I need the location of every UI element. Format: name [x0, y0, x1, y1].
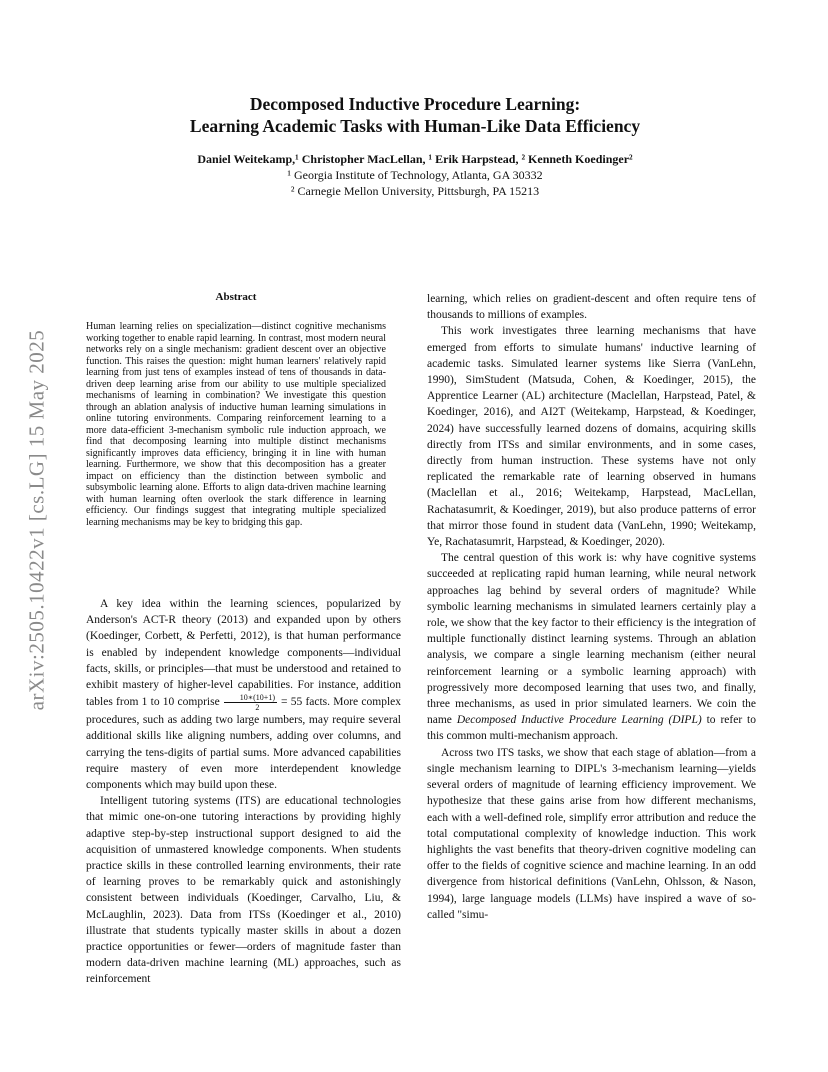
abstract-heading: Abstract [215, 291, 257, 303]
arxiv-identifier [22, 280, 52, 760]
paragraph-its: Intelligent tutoring systems (ITS) are educational technologies that mimic one-on-one tutoring interactions by providing highly adaptive step-by-step instructional support designed to aid the acquisition of unmastered knowledge components. When students practice skills in these controlled learning environments, their rate of learning proves to be remarkably quick and astonishingly consistent between individuals (Koedinger, Carvalho, Liu, & McLaughlin, 2023). Data from ITSs (Koedinger et al., 2010) illustrate that students typically master skills in about a dozen practice opportunities or fewer—orders of magnitude faster than modern data-driven machine learning (ML) approaches, such as reinforcement [86, 795, 401, 986]
affiliation-1: ¹ Georgia Institute of Technology, Atlanta, GA 30332 [287, 168, 543, 182]
paper-title [90, 93, 740, 137]
paragraph-mechanisms: This work investigates three learning mechanisms that have emerged from efforts to simulate humans' inductive learning of academic tasks. Simulated learner systems like Sierra (VanLehn, 1990), SimStudent (Matsuda, Cohen, & Koedinger, 2015), the Apprentice Learner (AL) architecture (Maclellan, Harpstead, Patel, & Koedinger, 2016), and AI2T (Weitekamp, Harpstead, & Koedinger, 2024) have successfully learned dozens of domains, acquiring skills directly from ITSs and similar environments, and in some cases, directly from human instruction. These systems have not only replicated the remarkable rate of learning observed in humans (Maclellan et al., 2016; Weitekamp, Harpstead, MacLellan, Rachatasumrit, & Koedinger, 2019), but also produce patterns of error that mirror those found in student data (VanLehn, 1990; Weitekamp, Ye, Rachatasumrit, Harpstead, & Koedinger, 2020). [427, 325, 756, 549]
central-question-part-b: to refer to this common multi-mechanism approach. [427, 714, 756, 743]
paragraph-its-tasks: Across two ITS tasks, we show that each stage of ablation—from a single mechanism learning to DIPL's 3-mechanism learning—yields several orders of magnitude of learning efficiency improvement. We hypothesize that these gains arise from how different mechanisms, each with a well-defined role, simplify error attribution and reduce the total computational complexity of knowledge induction. This work highlights the vast benefits that theory-driven cognitive modeling can offer to the fields of cognitive science and machine learning. In an odd divergence from historical definitions (VanLehn, Ohlsson, & Nason, 1994), large language models (LLMs) have inspired a wave of so-called "simu- [427, 746, 756, 921]
dipl-term: Decomposed Inductive Procedure Learning (DIPL) [456, 714, 702, 727]
author-names: Daniel Weitekamp,¹ Christopher MacLellan, ¹ Erik Harpstead, ² Kenneth Koedinger² [197, 152, 633, 166]
affiliation-2: ² Carnegie Mellon University, Pittsburgh, PA 15213 [290, 184, 540, 198]
title-line-1: Decomposed Inductive Procedure Learning: [249, 94, 581, 114]
paragraph-central-question [427, 550, 756, 744]
central-question-part-a: The central question of this work is: why have cognitive systems succeeded at replicating rapid human learning, while neural network approaches lag behind by several orders of magnitude? While symbolic learning mechanisms in simulated learners certainly play a role, we show that the key factor to their efficiency is the integration of multiple functionally distinct learning systems. Through an ablation analysis, we compare a single learning mechanism (either neural reinforcement learning or a symbolic learning approach) with progressively more decomposed learning that uses two, and finally, three mechanisms, as used in prior simulated learners. We coin the name [427, 552, 756, 727]
fraction-denominator: 2 [255, 703, 260, 713]
paragraph-continuation: learning, which relies on gradient-descent and often require tens of thousands to millions of examples. [427, 293, 756, 322]
left-column-body [86, 596, 401, 988]
fraction-numerator: 10∗(10+1) [224, 693, 277, 703]
right-column-body [427, 291, 756, 923]
equation-fraction [224, 693, 277, 712]
arxiv-identifier-text: arXiv:2505.10422v1 [cs.LG] 15 May 2025 [24, 329, 49, 711]
author-block [90, 151, 740, 199]
title-line-2: Learning Academic Tasks with Human-Like Data Efficiency [189, 116, 641, 136]
abstract-text: Human learning relies on specialization—distinct cognitive mechanisms working together to enable rapid learning. In contrast, most modern neural networks rely on a single mechanism: gradient descent over an objective function. This raises the question: might human learners' relatively rapid learning from just tens of examples instead of tens of thousands in data-driven deep learning arise from our ability to use multiple specialized mechanisms of learning in combination? We investigate this question through an ablation analysis of inductive human learning simulations in online tutoring environments. Comparing reinforcement learning to a more data-efficient 3-mechanism symbolic rule induction approach, we find that decomposing learning into multiple distinct mechanisms significantly improves data efficiency, bringing it in line with human learning. Furthermore, we show that this decomposition has a greater impact on efficiency than the distinction between symbolic and subsymbolic learning alone. Efforts to align data-driven machine learning with human learning often overlook the stark difference in learning efficiency. Our findings suggest that integrating multiple specialized learning mechanisms may be key to bridging this gap. [86, 321, 386, 528]
paragraph-intro-part-b: = 55 facts. More complex procedures, such as adding two large numbers, may require several additional skills like aligning numbers, adding over columns, and carrying the tens-digits of partial sums. More advanced capabilities require mastery of even more interdependent knowledge components which may build upon these. [86, 696, 401, 792]
paragraph-intro [86, 596, 401, 793]
paragraph-intro-part-a: A key idea within the learning sciences, popularized by Anderson's ACT-R theory (2013) and expanded upon by others (Koedinger, Corbett, & Perfetti, 2012), is that human performance is enabled by independent knowledge components—individual facts, skills, or principles—that must be understood and retained to exhibit mastery of higher-level capabilities. For instance, addition tables from 1 to 10 comprise [86, 598, 401, 709]
